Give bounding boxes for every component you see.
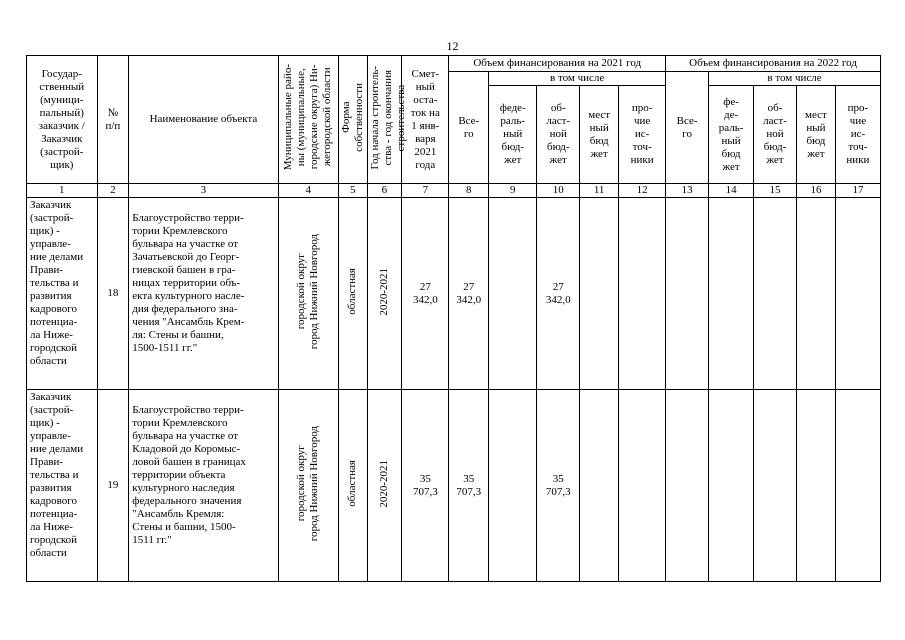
header-other-2021: про- чие ис- точ- ники bbox=[619, 86, 666, 184]
row-municipality: городской округ город Нижний Новгород bbox=[295, 233, 321, 350]
row-ownership: областная bbox=[346, 268, 359, 315]
row-years: 2020-2021 bbox=[377, 267, 390, 316]
row-local-2022 bbox=[797, 198, 836, 390]
row-municipality: городской округ город Нижний Новгород bbox=[295, 425, 321, 542]
row-municipality-cell bbox=[278, 390, 338, 582]
row-regional-2022 bbox=[754, 390, 797, 582]
column-number: 8 bbox=[449, 184, 489, 198]
column-number: 15 bbox=[754, 184, 797, 198]
row-other-2022 bbox=[835, 390, 880, 582]
financing-table bbox=[26, 55, 881, 582]
row-other-2021 bbox=[619, 390, 666, 582]
column-number: 11 bbox=[580, 184, 619, 198]
row-num: 18 bbox=[97, 198, 129, 390]
header-customer: Государ- ственный (муници- пальный) заказчик / Заказчик (застрой- щик) bbox=[27, 56, 98, 184]
row-ownership: областная bbox=[346, 460, 359, 507]
header-local-2021: мест ный бюд жет bbox=[580, 86, 619, 184]
row-total-2021: 27 342,0 bbox=[449, 198, 489, 390]
column-number: 17 bbox=[835, 184, 880, 198]
header-including-2021: в том числе bbox=[489, 72, 666, 86]
row-federal-2021 bbox=[489, 198, 537, 390]
row-customer: Заказчик (застрой- щик) - управле- ние делами Прави- тельства и развития кадрового потенциа- ла Ниже- городской области bbox=[27, 198, 98, 390]
row-balance: 35 707,3 bbox=[402, 390, 449, 582]
row-ownership-cell bbox=[338, 198, 367, 390]
row-local-2021 bbox=[580, 198, 619, 390]
column-number: 13 bbox=[666, 184, 709, 198]
row-federal-2021 bbox=[489, 390, 537, 582]
header-municipality: Муниципальные райо- ны (муниципальные, городские округа) Ни- жегородской области bbox=[282, 64, 334, 171]
row-years-cell bbox=[367, 390, 402, 582]
column-number: 7 bbox=[402, 184, 449, 198]
column-number: 1 bbox=[27, 184, 98, 198]
column-number: 9 bbox=[489, 184, 537, 198]
header-years: Год начала строитель- ства - год окончания строительства bbox=[368, 65, 407, 170]
header-regional-2022: об- ласт- ной бюд- жет bbox=[754, 86, 797, 184]
row-other-2022 bbox=[835, 198, 880, 390]
column-number: 14 bbox=[709, 184, 754, 198]
row-years-cell bbox=[367, 198, 402, 390]
column-number: 6 bbox=[367, 184, 402, 198]
row-total-2021: 35 707,3 bbox=[449, 390, 489, 582]
header-regional-2021: об- ласт- ной бюд- жет bbox=[537, 86, 580, 184]
row-num: 19 bbox=[97, 390, 129, 582]
header-fin-2022: Объем финансирования на 2022 год bbox=[666, 56, 881, 72]
column-number: 3 bbox=[129, 184, 278, 198]
header-federal-2021: феде- раль- ный бюд- жет bbox=[489, 86, 537, 184]
header-local-2022: мест ный бюд жет bbox=[797, 86, 836, 184]
row-total-2022 bbox=[666, 390, 709, 582]
row-other-2021 bbox=[619, 198, 666, 390]
header-years-cell bbox=[367, 56, 407, 184]
row-ownership-cell bbox=[338, 390, 367, 582]
header-other-2022: про- чие ис- точ- ники bbox=[835, 86, 880, 184]
header-object-name: Наименование объекта bbox=[129, 56, 278, 184]
header-ownership-cell bbox=[338, 56, 367, 184]
row-object-name: Благоустройство терри- тории Кремлевского бульвара на участке от Зачатьевской до Георг- гиевской башен в гра- ницах территории объ- екта культурного насле- дия федерального зна- чения "Ансамбль Крем- ля: Стены и башни, 1500-1511 гг." bbox=[129, 198, 278, 390]
page-number: 12 bbox=[446, 39, 459, 53]
column-number: 16 bbox=[797, 184, 836, 198]
column-number: 10 bbox=[537, 184, 580, 198]
header-ownership: Форма собственности bbox=[339, 83, 365, 152]
header-num: № п/п bbox=[97, 56, 129, 184]
column-number: 12 bbox=[619, 184, 666, 198]
table-row bbox=[27, 390, 881, 582]
row-municipality-cell bbox=[278, 198, 338, 390]
row-total-2022 bbox=[666, 198, 709, 390]
row-object-name: Благоустройство терри- тории Кремлевского бульвара на участке от Кладовой до Коромыс- ловой башен в границах территории объекта культурного наследия федерального значения "Ансамбль Кремля: Стены и башни, 1500- 1511 гг." bbox=[129, 390, 278, 582]
header-including-2022: в том числе bbox=[709, 72, 881, 86]
column-numbers-row bbox=[27, 184, 881, 198]
row-local-2021 bbox=[580, 390, 619, 582]
row-regional-2022 bbox=[754, 198, 797, 390]
header-balance: Смет- ный оста- ток на 1 янв- варя 2021 года bbox=[402, 56, 449, 184]
table-row bbox=[27, 198, 881, 390]
header-municipality-cell bbox=[278, 56, 338, 184]
header-total-2022: Все- го bbox=[666, 72, 709, 184]
row-regional-2021: 27 342,0 bbox=[537, 198, 580, 390]
header-federal-2022: фе- де- раль- ный бюд жет bbox=[709, 86, 754, 184]
column-number: 2 bbox=[97, 184, 129, 198]
row-years: 2020-2021 bbox=[377, 459, 390, 508]
row-local-2022 bbox=[797, 390, 836, 582]
row-customer: Заказчик (застрой- щик) - управле- ние делами Прави- тельства и развития кадрового потенциа- ла Ниже- городской области bbox=[27, 390, 98, 582]
column-number: 4 bbox=[278, 184, 338, 198]
row-regional-2021: 35 707,3 bbox=[537, 390, 580, 582]
column-number: 5 bbox=[338, 184, 367, 198]
row-federal-2022 bbox=[709, 198, 754, 390]
header-total-2021: Все- го bbox=[449, 72, 489, 184]
header-fin-2021: Объем финансирования на 2021 год bbox=[449, 56, 666, 72]
row-balance: 27 342,0 bbox=[402, 198, 449, 390]
row-federal-2022 bbox=[709, 390, 754, 582]
